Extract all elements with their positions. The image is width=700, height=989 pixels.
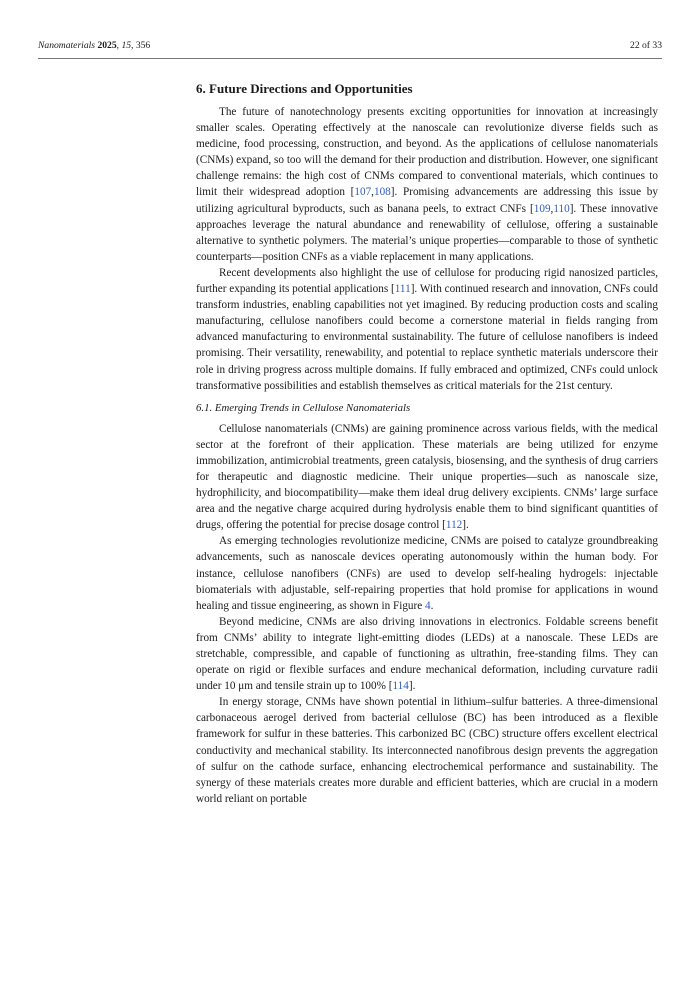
paragraph-text: Beyond medicine, CNMs are also driving innovations in electronics. Foldable screens benefit from CNMs’ ability to integrate light-emitting diodes (LEDs) at a nanoscale. These LEDs are stretchable, compressible, and capable of functioning as ultrathin, free-standing films. They can operate on rigid or flexible surfaces and endure mechanical deformation, including curvature radii under 10 μm and tensile strain up to 100% [ <box>196 615 658 693</box>
citation-link[interactable]: 111 <box>394 283 411 296</box>
paragraph-text: ]. These innovative approaches leverage the natural abundance and renewability of cellulose, offering a sustainable alternative to synthetic polymers. The material’s unique properties—comparable to those of synthetic counterparts—position CNFs as a viable replacement in many applications. <box>196 202 658 263</box>
page-number: 22 of 33 <box>630 40 662 51</box>
citation-link[interactable]: 108 <box>373 186 391 199</box>
section-paragraph-1: The future of nanotechnology presents exciting opportunities for innovation at increasingly smaller scales. Operating effectively at the nanoscale can revolutionize diverse fields such as medicine, food processing, construction, and beyond. As the applications of cellulose nanomaterials (CNMs) expand, so too will the demand for their production and distribution. However, one significant challenge remains: the high cost of CNMs compared to conventional materials, which continues to limit their widespread adoption [107,108]. Promising advancements are addressing this issue by utilizing agricultural byproducts, such as banana peels, to extract CNFs [109,110]. These innovative approaches leverage the natural abundance and renewability of cellulose, offering a sustainable alternative to synthetic polymers. The material’s unique properties—comparable to those of synthetic counterparts—position CNFs as a viable replacement in many applications. <box>196 106 658 263</box>
main-content <box>196 80 658 807</box>
header-rule <box>38 58 662 59</box>
paragraph-text: The future of nanotechnology presents exciting opportunities for innovation at increasingly smaller scales. Operating effectively at the nanoscale can revolutionize diverse fields such as medicine, food processing, construction, and beyond. As the applications of cellulose nanomaterials (CNMs) expand, so too will the demand for their production and distribution. However, one significant challenge remains: the high cost of CNMs compared to conventional materials, which continues to limit their widespread adoption [ <box>196 106 658 199</box>
paragraph-text: In energy storage, CNMs have shown potential in lithium–sulfur batteries. A three-dimensional carbonaceous aerogel derived from bacterial cellulose (BC) has been introduced as a flexible framework for sulfur in these batteries. This carbonized BC (CBC) structure offers excellent electrical conductivity and mechanical stability. Its interconnected nanofibrous design prevents the aggregation of sulfur on the cathode surface, enhancing electrochemical performance and sustainability. The synergy of these materials creates more durable and efficient batteries, which are crucial in a modern world reliant on portable <box>196 696 658 805</box>
paragraph-text: ]. <box>408 680 416 693</box>
section-title: 6. Future Directions and Opportunities <box>196 81 413 96</box>
journal-year: 2025 <box>97 40 117 51</box>
article-number: 356 <box>135 40 151 51</box>
journal-citation: Nanomaterials 2025, 15, 356 <box>38 40 151 51</box>
citation-link[interactable]: 109 <box>533 202 551 215</box>
paragraph-text: ]. <box>462 519 469 532</box>
subsection-paragraph-4 <box>196 694 658 807</box>
subsection-paragraph-3 <box>196 614 658 694</box>
figure-link[interactable]: 4 <box>425 599 431 612</box>
citation-link[interactable]: 107 <box>354 186 372 199</box>
subsection-paragraph-1 <box>196 421 658 534</box>
citation-link[interactable]: 114 <box>392 680 409 693</box>
citation-link[interactable]: 112 <box>445 519 463 532</box>
running-header <box>38 40 662 56</box>
citation-link[interactable]: 110 <box>553 202 570 215</box>
section-paragraph-2 <box>196 265 658 394</box>
paragraph-text: . <box>430 599 434 612</box>
paragraph-text: Cellulose nanomaterials (CNMs) are gaining prominence across various fields, with the medical sector at the forefront of their application. These materials are being utilized for enzyme immobilization, antimicrobial treatments, green catalysis, biosensing, and the synthesis of drug carriers for therapeutic and diagnostic medicine. Their unique properties—such as nanoscale size, hydrophilicity, and biocompatibility—make them ideal drug delivery excipients. CNMs’ large surface area and the negative charge acquired during hydrolysis enable them to bind significant quantities of drugs, offering the potential for precise dosage control [ <box>196 422 658 532</box>
paragraph-text: ]. With continued research and innovation, CNFs could transform industries, enabling capabilities not yet imagined. By reducing production costs and scaling manufacturing, cellulose nanofibers could become a cornerstone material in fields ranging from advanced manufacturing to environmental sustainability. The future of cellulose nanofibers is indeed promising. Their versatility, renewability, and potential to replace synthetic materials underscore their role in driving progress across multiple domains. If fully embraced and optimized, CNFs could unlock transformative possibilities and establish themselves as critical materials for the 21st century. <box>196 283 658 392</box>
subsection-paragraph-2 <box>196 533 658 613</box>
journal-volume: 15 <box>121 40 132 51</box>
paragraph-text: ]. Promising advancements are addressing this issue by utilizing agricultural byproducts, such as banana peels, to extract CNFs [ <box>196 186 658 215</box>
paragraph-text: Recent developments also highlight the use of cellulose for producing rigid nanosized particles, further expanding its potential applications [ <box>196 266 658 296</box>
journal-name: Nanomaterials <box>38 40 96 51</box>
paragraph-text: As emerging technologies revolutionize medicine, CNMs are poised to catalyze groundbreaking advancements, such as nanoscale devices operating autonomously within the human body. For instance, cellulose nanofibers (CNFs) are used to develop self-healing hydrogels: injectable biomaterials with adjustable, self-repairing properties that hold promise for applications in wound healing and tissue engineering, as shown in Figure <box>196 535 658 612</box>
subsection-title: 6.1. Emerging Trends in Cellulose Nanomaterials <box>196 401 411 414</box>
